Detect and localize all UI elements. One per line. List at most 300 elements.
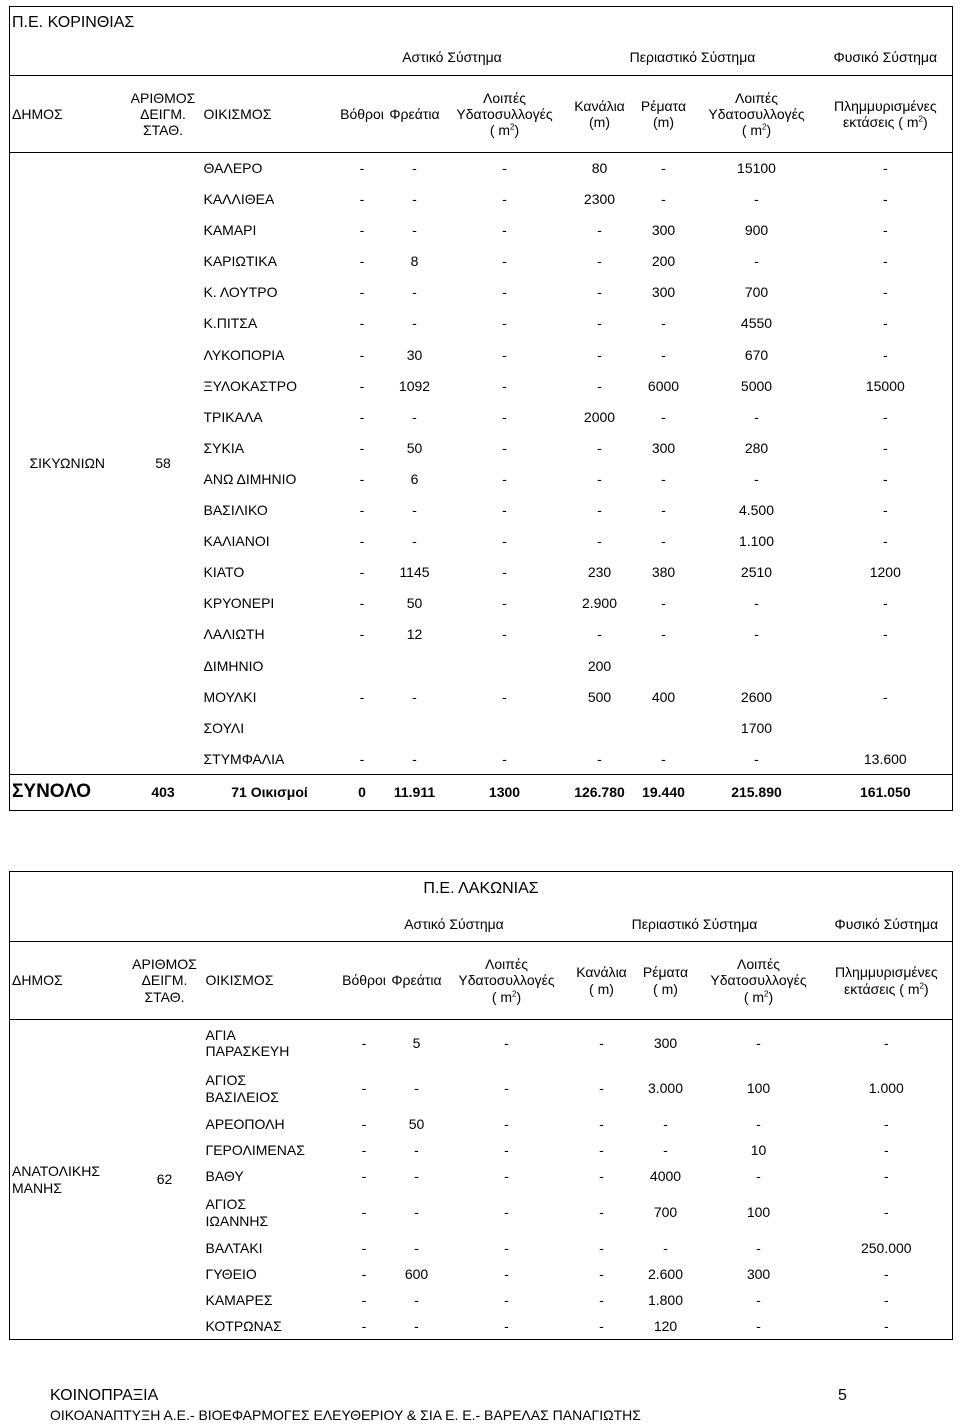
col-freatia: Φρεάτια — [389, 942, 445, 1020]
value-cell: - — [567, 743, 633, 774]
value-cell: - — [359, 160, 365, 177]
value-cell: - — [661, 408, 666, 425]
value-cell: - — [502, 595, 507, 612]
value-cell: - — [504, 1168, 509, 1185]
value-cell: - — [504, 1116, 509, 1133]
value-cell: - — [754, 408, 759, 425]
value-cell: - — [819, 246, 953, 277]
value-cell: - — [597, 377, 602, 394]
value-cell: - — [502, 191, 507, 208]
value-cell: - — [361, 1266, 367, 1283]
value-cell: - — [359, 533, 365, 550]
value-cell: - — [819, 619, 953, 650]
settlement-name — [204, 1190, 340, 1236]
value-cell: - — [502, 377, 507, 394]
value-cell: - — [361, 1034, 367, 1051]
value-cell: - — [663, 1116, 668, 1133]
value-cell: - — [504, 1266, 509, 1283]
value-cell: - — [661, 470, 666, 487]
value-cell: - — [599, 1266, 604, 1283]
value-cell: 300 — [651, 439, 676, 456]
settlement-name-line: ΓΕΡΟΛΙΜΕΝΑΣ — [205, 1142, 305, 1159]
value-cell: 230 — [587, 564, 612, 581]
value-cell: 4000 — [649, 1168, 682, 1185]
col-plimmyrismenes: Πλημμυρισμένες εκτάσεις ( $m^2$) — [819, 76, 953, 153]
value-cell: 200 — [587, 657, 612, 674]
value-cell: - — [361, 1080, 367, 1097]
value-cell: - — [754, 253, 759, 270]
col-vothroi: Βόθροι — [340, 942, 389, 1020]
value-cell: - — [821, 1288, 953, 1314]
col-dimos: ΔΗΜΟΣ — [10, 76, 125, 153]
value-cell: - — [754, 191, 759, 208]
value-cell: - — [414, 1080, 419, 1097]
col-loipes-2: Λοιπές Υδατοσυλλογές ( $m^2$) — [695, 76, 819, 153]
settlement-name — [204, 1164, 340, 1190]
value-cell: - — [504, 1034, 509, 1051]
value-cell: - — [502, 253, 507, 270]
value-cell: - — [819, 215, 953, 246]
settlement-name: ΔΙΜΗΝΙΟ — [203, 657, 264, 674]
value-cell: 5000 — [740, 377, 773, 394]
value-cell: - — [338, 743, 387, 774]
value-cell: - — [414, 1240, 419, 1257]
value-cell: - — [599, 1142, 604, 1159]
value-cell: - — [359, 502, 365, 519]
settlement-name-line: ΑΓΙΟΣ — [205, 1196, 246, 1213]
page-number: 5 — [838, 1387, 847, 1404]
value-cell: 100 — [746, 1204, 771, 1221]
value-cell: - — [661, 533, 666, 550]
settlement-name: ΚΑΛΙΑΝΟΙ — [203, 533, 270, 550]
value-cell: - — [414, 1168, 419, 1185]
lakonia-title: Π.Ε. ΛΑΚΩΝΙΑΣ — [10, 872, 953, 907]
value-cell: - — [819, 153, 953, 184]
col-arithmos: ΑΡΙΘΜΟΣ ΔΕΙΓΜ. ΣΤΑΘ. — [125, 76, 202, 153]
total-loipes2: 215.890 — [695, 774, 819, 810]
value-cell: - — [359, 688, 365, 705]
value-cell — [443, 712, 567, 743]
value-cell: - — [414, 1204, 419, 1221]
value-cell: 2.900 — [581, 595, 618, 612]
value-cell: - — [361, 1292, 367, 1309]
settlement-name — [204, 1314, 340, 1340]
settlement-name: ΣΤΥΜΦΑΛΙΑ — [202, 743, 338, 774]
settlement-name — [204, 1066, 340, 1112]
settlement-name: ΣΟΥΛΙ — [203, 719, 245, 736]
value-cell: 15000 — [819, 370, 953, 401]
value-cell: - — [504, 1292, 509, 1309]
settlement-name: ΘΑΛΕΡΟ — [203, 160, 263, 177]
settlement-name: ΚΙΑΤΟ — [203, 564, 245, 581]
value-cell: - — [504, 1240, 509, 1257]
total-settlements: 71 Οικισμοί — [202, 774, 338, 810]
value-cell: - — [599, 1240, 604, 1257]
value-cell: - — [599, 1080, 604, 1097]
value-cell: - — [361, 1168, 367, 1185]
value-cell: - — [359, 439, 365, 456]
value-cell: - — [661, 346, 666, 363]
col-oikismos: ΟΙΚΙΣΜΟΣ — [202, 76, 338, 153]
group-fysiko: Φυσικό Σύστημα — [821, 907, 953, 942]
value-cell — [338, 712, 387, 743]
lakonia-table — [9, 871, 953, 1340]
value-cell: - — [661, 160, 666, 177]
stations-cell: 58 — [125, 153, 202, 775]
value-cell: - — [597, 284, 602, 301]
value-cell: 12 — [406, 626, 423, 643]
value-cell: - — [502, 439, 507, 456]
value-cell: - — [663, 1240, 668, 1257]
value-cell: 900 — [744, 222, 769, 239]
col-kanalia: Κανάλια ( m) — [569, 942, 635, 1020]
group-periastiko: Περιαστικό Σύστημα — [629, 48, 756, 65]
settlement-name-line: ΒΑΘΥ — [205, 1168, 244, 1185]
value-cell: 1.000 — [821, 1066, 953, 1112]
value-cell: 15100 — [737, 160, 776, 177]
value-cell: 200 — [651, 253, 676, 270]
settlement-name-line: ΑΡΕΟΠΟΛΗ — [205, 1116, 285, 1133]
value-cell: 380 — [651, 564, 676, 581]
total-plim: 161.050 — [819, 774, 953, 810]
col-loipes: Λοιπές Υδατοσυλλογές ( $m^2$) — [445, 942, 569, 1020]
settlement-name: ΤΡΙΚΑΛΑ — [203, 408, 263, 425]
value-cell: - — [340, 1314, 389, 1340]
settlement-name: ΛΑΛΙΩΤΗ — [203, 626, 265, 643]
value-cell: 700 — [653, 1204, 678, 1221]
settlement-name-line: ΑΓΙΑ — [205, 1026, 236, 1043]
dimos-line: ΑΝΑΤΟΛΙΚΗΣ — [12, 1163, 101, 1180]
value-cell: - — [754, 626, 759, 643]
value-cell: - — [359, 564, 365, 581]
settlement-name-line: ΒΑΛΤΑΚΙ — [205, 1240, 263, 1257]
col-freatia: Φρεάτια — [387, 76, 443, 153]
value-cell — [695, 650, 819, 681]
value-cell: 6 — [410, 470, 419, 487]
value-cell: - — [389, 1314, 445, 1340]
value-cell: - — [819, 184, 953, 215]
group-fysiko: Φυσικό Σύστημα — [819, 39, 953, 76]
value-cell: - — [361, 1240, 367, 1257]
value-cell: 300 — [651, 284, 676, 301]
lakonia-section — [9, 871, 953, 1340]
dimos-line: ΜΑΝΗΣ — [12, 1179, 62, 1196]
value-cell: - — [756, 1168, 761, 1185]
value-cell: - — [597, 626, 602, 643]
value-cell: 2.600 — [647, 1266, 684, 1283]
stations-cell: 62 — [126, 1020, 204, 1340]
value-cell: - — [361, 1142, 367, 1159]
value-cell: - — [663, 1142, 668, 1159]
value-cell — [567, 712, 633, 743]
value-cell: 700 — [744, 284, 769, 301]
korinthia-table — [9, 6, 953, 811]
col-arithmos: ΑΡΙΘΜΟΣ ΔΕΙΓΜ. ΣΤΑΘ. — [126, 942, 204, 1020]
value-cell: 6000 — [647, 377, 680, 394]
value-cell: 80 — [591, 160, 608, 177]
col-vothroi: Βόθροι — [338, 76, 387, 153]
footer-company: ΚΟΙΝΟΠΡΑΞΙΑ — [50, 1387, 159, 1404]
value-cell: 600 — [404, 1266, 429, 1283]
value-cell: - — [414, 1142, 419, 1159]
value-cell: - — [819, 526, 953, 557]
table-row — [10, 1020, 953, 1066]
dimos-cell: ΣΙΚΥΩΝΙΩΝ — [10, 153, 125, 775]
dimos-cell — [10, 1020, 126, 1340]
value-cell: - — [697, 1314, 821, 1340]
value-cell — [819, 650, 953, 681]
value-cell: - — [359, 377, 365, 394]
value-cell: 1.800 — [647, 1292, 684, 1309]
value-cell: 5 — [412, 1034, 421, 1051]
value-cell: - — [597, 439, 602, 456]
value-cell: - — [359, 346, 365, 363]
settlement-name: ΜΟΥΛΚΙ — [203, 688, 257, 705]
value-cell: 50 — [406, 595, 423, 612]
value-cell: - — [412, 408, 417, 425]
settlement-name: ΒΑΣΙΛΙΚΟ — [203, 502, 268, 519]
value-cell — [443, 650, 567, 681]
value-cell: - — [821, 1138, 953, 1164]
value-cell: - — [502, 222, 507, 239]
settlement-name — [204, 1112, 340, 1138]
col-kanalia: Κανάλια (m) — [567, 76, 633, 153]
value-cell: - — [502, 160, 507, 177]
settlement-name-line: ΠΑΡΑΣΚΕΥΗ — [205, 1042, 290, 1059]
value-cell: 3.000 — [647, 1080, 684, 1097]
value-cell: - — [821, 1190, 953, 1236]
col-remata: Ρέματα (m) — [633, 76, 695, 153]
col-loipes-2: Λοιπές Υδατοσυλλογές ( $m^2$) — [697, 942, 821, 1020]
value-cell: 1200 — [819, 557, 953, 588]
value-cell — [633, 712, 695, 743]
value-cell: - — [597, 502, 602, 519]
value-cell: - — [756, 1116, 761, 1133]
korinthia-header-row — [10, 76, 953, 153]
value-cell: - — [502, 626, 507, 643]
settlement-name — [204, 1236, 340, 1262]
value-cell: - — [502, 315, 507, 332]
value-cell: 2600 — [740, 688, 773, 705]
value-cell: 4.500 — [738, 502, 775, 519]
value-cell: - — [412, 191, 417, 208]
value-cell: - — [502, 408, 507, 425]
value-cell: - — [502, 284, 507, 301]
value-cell: 1700 — [740, 719, 773, 736]
value-cell: - — [359, 191, 365, 208]
value-cell: - — [504, 1142, 509, 1159]
value-cell: - — [821, 1262, 953, 1288]
col-dimos: ΔΗΜΟΣ — [10, 942, 126, 1020]
value-cell: - — [661, 502, 666, 519]
total-vothroi: 0 — [338, 774, 387, 810]
settlement-name: ΚΡΥΟΝΕΡΙ — [203, 595, 275, 612]
value-cell: - — [599, 1034, 604, 1051]
korinthia-section — [9, 6, 953, 811]
value-cell: - — [599, 1204, 604, 1221]
settlement-name: ΚΑΜΑΡΙ — [203, 222, 257, 239]
value-cell: - — [412, 502, 417, 519]
value-cell: - — [819, 277, 953, 308]
value-cell: - — [819, 681, 953, 712]
value-cell: - — [502, 533, 507, 550]
value-cell: - — [359, 626, 365, 643]
settlement-name — [204, 1288, 340, 1314]
value-cell: - — [387, 743, 443, 774]
settlement-name: ΣΥΚΙΑ — [203, 439, 245, 456]
value-cell: - — [819, 308, 953, 339]
settlement-name-line: ΓΥΘΕΙΟ — [205, 1266, 257, 1283]
value-cell: - — [756, 1034, 761, 1051]
value-cell: - — [502, 688, 507, 705]
settlement-name-line: ΑΓΙΟΣ — [205, 1072, 246, 1089]
value-cell: - — [359, 470, 365, 487]
settlement-name: ΚΑΛΛΙΘΕΑ — [203, 191, 275, 208]
value-cell: - — [819, 588, 953, 619]
value-cell: - — [597, 533, 602, 550]
value-cell: - — [359, 315, 365, 332]
value-cell: - — [412, 533, 417, 550]
value-cell: - — [412, 284, 417, 301]
settlement-name-line: ΒΑΣΙΛΕΙΟΣ — [205, 1088, 279, 1105]
value-cell — [387, 712, 443, 743]
value-cell: - — [412, 222, 417, 239]
settlement-name: ΞΥΛΟΚΑΣΤΡΟ — [203, 377, 297, 394]
korinthia-title: Π.Ε. ΚΟΡΙΝΘΙΑΣ — [10, 7, 953, 39]
col-remata: Ρέματα ( m) — [635, 942, 697, 1020]
settlement-name: Κ.ΠΙΤΣΑ — [203, 315, 258, 332]
value-cell: - — [599, 1116, 604, 1133]
value-cell — [338, 650, 387, 681]
value-cell: 10 — [750, 1142, 767, 1159]
value-cell: 280 — [744, 439, 769, 456]
value-cell: - — [359, 253, 365, 270]
value-cell: 4550 — [740, 315, 773, 332]
value-cell: - — [821, 1112, 953, 1138]
settlement-name: ΚΑΡΙΩΤΙΚΑ — [203, 253, 277, 270]
footer-members: ΟΙΚΟΑΝΑΠΤΥΞΗ Α.Ε.- ΒΙΟΕΦΑΡΜΟΓΕΣ ΕΛΕΥΘΕΡΙΟΥ & ΣΙΑ Ε. Ε.- ΒΑΡΕΛΑΣ ΠΑΝΑΓΙΩΤΗΣ — [50, 1407, 641, 1423]
value-cell: - — [633, 743, 695, 774]
value-cell: - — [502, 470, 507, 487]
value-cell: - — [359, 222, 365, 239]
value-cell: - — [661, 626, 666, 643]
value-cell: - — [359, 595, 365, 612]
value-cell: - — [756, 1292, 761, 1309]
total-label: ΣΥΝΟΛΟ — [10, 774, 125, 810]
value-cell: - — [819, 339, 953, 370]
value-cell: 30 — [406, 346, 423, 363]
value-cell: - — [569, 1314, 635, 1340]
value-cell: 50 — [406, 439, 423, 456]
value-cell — [819, 712, 953, 743]
value-cell: - — [502, 502, 507, 519]
value-cell: - — [819, 432, 953, 463]
total-freatia: 11.911 — [387, 774, 443, 810]
value-cell — [633, 650, 695, 681]
value-cell: - — [445, 1314, 569, 1340]
total-remata: 19.440 — [633, 774, 695, 810]
value-cell: - — [504, 1080, 509, 1097]
value-cell: 250.000 — [821, 1236, 953, 1262]
value-cell: - — [361, 1204, 367, 1221]
value-cell: - — [754, 595, 759, 612]
value-cell: 13.600 — [819, 743, 953, 774]
value-cell: 2300 — [583, 191, 616, 208]
value-cell: - — [504, 1204, 509, 1221]
settlement-name-line: ΚΟΤΡΩΝΑΣ — [205, 1318, 282, 1335]
settlement-name: ΑΝΩ ΔΙΜΗΝΙΟ — [203, 470, 297, 487]
table-row — [10, 153, 953, 184]
lakonia-header-row — [10, 942, 953, 1020]
value-cell: 300 — [651, 222, 676, 239]
value-cell: - — [819, 401, 953, 432]
value-cell: - — [819, 495, 953, 526]
settlement-name: Κ. ΛΟΥΤΡΟ — [203, 284, 278, 301]
value-cell: 2510 — [740, 564, 773, 581]
value-cell: 1.100 — [738, 533, 775, 550]
value-cell: - — [597, 346, 602, 363]
value-cell: - — [502, 346, 507, 363]
value-cell: - — [359, 408, 365, 425]
value-cell: - — [414, 1292, 419, 1309]
value-cell: - — [599, 1292, 604, 1309]
value-cell: - — [412, 315, 417, 332]
value-cell: - — [597, 253, 602, 270]
value-cell: 300 — [746, 1266, 771, 1283]
settlement-name-line: ΙΩΑΝΝΗΣ — [205, 1212, 269, 1229]
value-cell: - — [821, 1020, 953, 1066]
value-cell: - — [695, 743, 819, 774]
value-cell: - — [597, 470, 602, 487]
settlement-name-line: ΚΑΜΑΡΕΣ — [205, 1292, 273, 1309]
settlement-name — [204, 1262, 340, 1288]
value-cell — [387, 650, 443, 681]
group-periastiko: Περιαστικό Σύστημα — [631, 915, 758, 932]
value-cell: 2000 — [583, 408, 616, 425]
total-row — [10, 774, 953, 810]
total-kanalia: 126.780 — [567, 774, 633, 810]
value-cell: - — [597, 222, 602, 239]
total-loipes: 1300 — [443, 774, 567, 810]
value-cell: - — [661, 315, 666, 332]
value-cell: 300 — [653, 1034, 678, 1051]
value-cell: 100 — [746, 1080, 771, 1097]
value-cell: - — [821, 1314, 953, 1340]
group-astiko: Αστικό Σύστημα — [404, 915, 504, 932]
settlement-name — [204, 1020, 340, 1066]
value-cell: 50 — [408, 1116, 425, 1133]
total-stations: 403 — [125, 774, 202, 810]
value-cell: 8 — [410, 253, 419, 270]
value-cell: - — [502, 564, 507, 581]
value-cell: 400 — [651, 688, 676, 705]
value-cell: - — [597, 315, 602, 332]
col-loipes: Λοιπές Υδατοσυλλογές ( $m^2$) — [443, 76, 567, 153]
value-cell: - — [412, 160, 417, 177]
value-cell: 120 — [635, 1314, 697, 1340]
value-cell: - — [661, 595, 666, 612]
col-oikismos: ΟΙΚΙΣΜΟΣ — [204, 942, 340, 1020]
value-cell: - — [756, 1240, 761, 1257]
value-cell: - — [754, 470, 759, 487]
settlement-name: ΛΥΚΟΠΟΡΙΑ — [203, 346, 285, 363]
value-cell: - — [443, 743, 567, 774]
value-cell: 1092 — [398, 377, 431, 394]
group-astiko: Αστικό Σύστημα — [402, 48, 502, 65]
settlement-name — [204, 1138, 340, 1164]
value-cell: - — [412, 688, 417, 705]
value-cell: - — [819, 463, 953, 494]
